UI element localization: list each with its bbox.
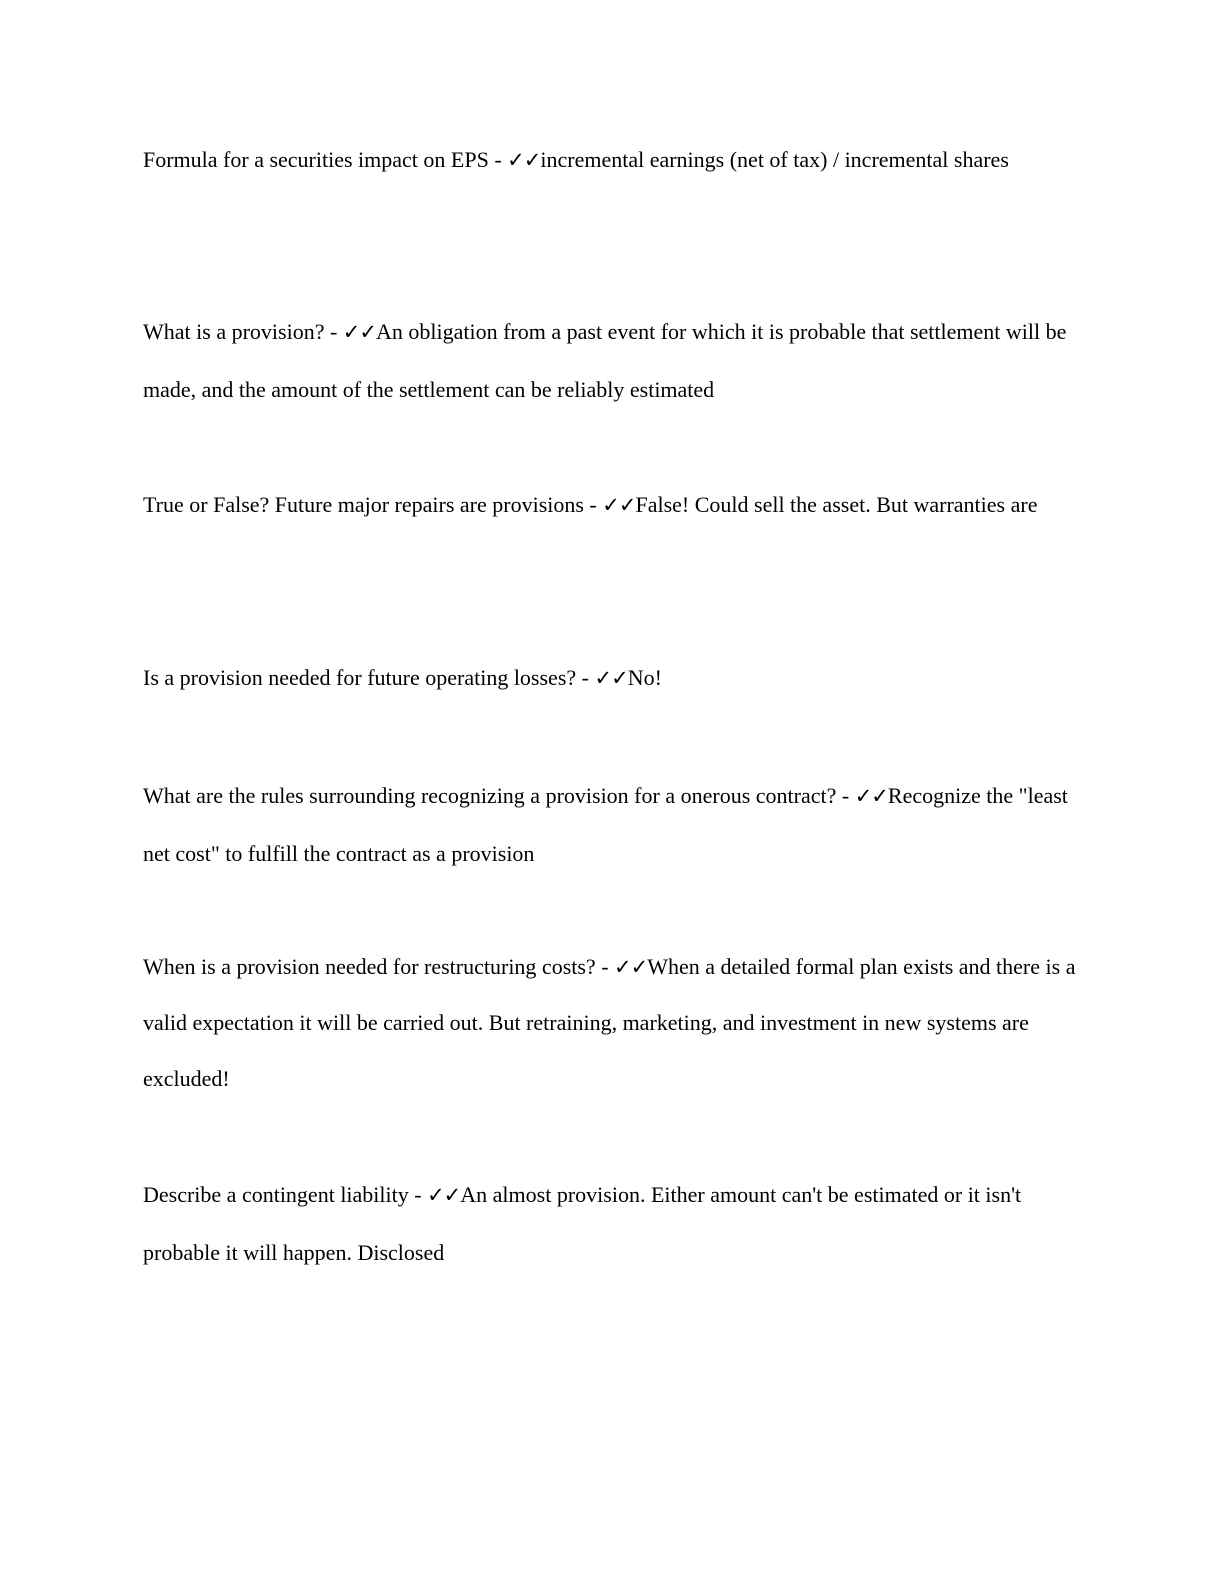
answer-text: False! Could sell the asset. But warranties are bbox=[635, 492, 1038, 517]
flashcard-entry bbox=[143, 303, 1083, 419]
question-text: Is a provision needed for future operating losses? - bbox=[143, 665, 595, 690]
question-text: True or False? Future major repairs are provisions - bbox=[143, 492, 603, 517]
flashcard-entry bbox=[143, 1166, 1083, 1282]
flashcard-entry bbox=[143, 131, 1083, 189]
question-text: What is a provision? - bbox=[143, 319, 343, 344]
question-text: Describe a contingent liability - bbox=[143, 1182, 428, 1207]
double-check-icon: ✓✓ bbox=[854, 784, 888, 808]
answer-text: No! bbox=[627, 665, 662, 690]
answer-text: incremental earnings (net of tax) / incremental shares bbox=[540, 147, 1009, 172]
double-check-icon: ✓✓ bbox=[342, 320, 376, 344]
double-check-icon: ✓✓ bbox=[602, 493, 636, 517]
flashcard-entry bbox=[143, 649, 1083, 707]
flashcard-entry bbox=[143, 476, 1083, 534]
double-check-icon: ✓✓ bbox=[427, 1183, 461, 1207]
question-text: Formula for a securities impact on EPS - bbox=[143, 147, 508, 172]
answer-text: Recognize the "least net cost" to fulfill the contract as a provision bbox=[143, 783, 1068, 866]
double-check-icon: ✓✓ bbox=[614, 955, 648, 979]
answer-text: An obligation from a past event for which it is probable that settlement will be made, and the amount of the settlement can be reliably estimated bbox=[143, 319, 1067, 402]
double-check-icon: ✓✓ bbox=[507, 148, 541, 172]
flashcard-entry bbox=[143, 767, 1083, 883]
flashcard-entry bbox=[143, 939, 1083, 1107]
answer-text: An almost provision. Either amount can't be estimated or it isn't probable it will happen. Disclosed bbox=[143, 1182, 1022, 1265]
answer-text: When a detailed formal plan exists and there is a valid expectation it will be carried out. But retraining, marketing, and investment in new systems are excluded! bbox=[143, 954, 1076, 1091]
question-text: What are the rules surrounding recognizing a provision for a onerous contract? - bbox=[143, 783, 855, 808]
double-check-icon: ✓✓ bbox=[594, 666, 628, 690]
question-text: When is a provision needed for restructuring costs? - bbox=[143, 954, 615, 979]
